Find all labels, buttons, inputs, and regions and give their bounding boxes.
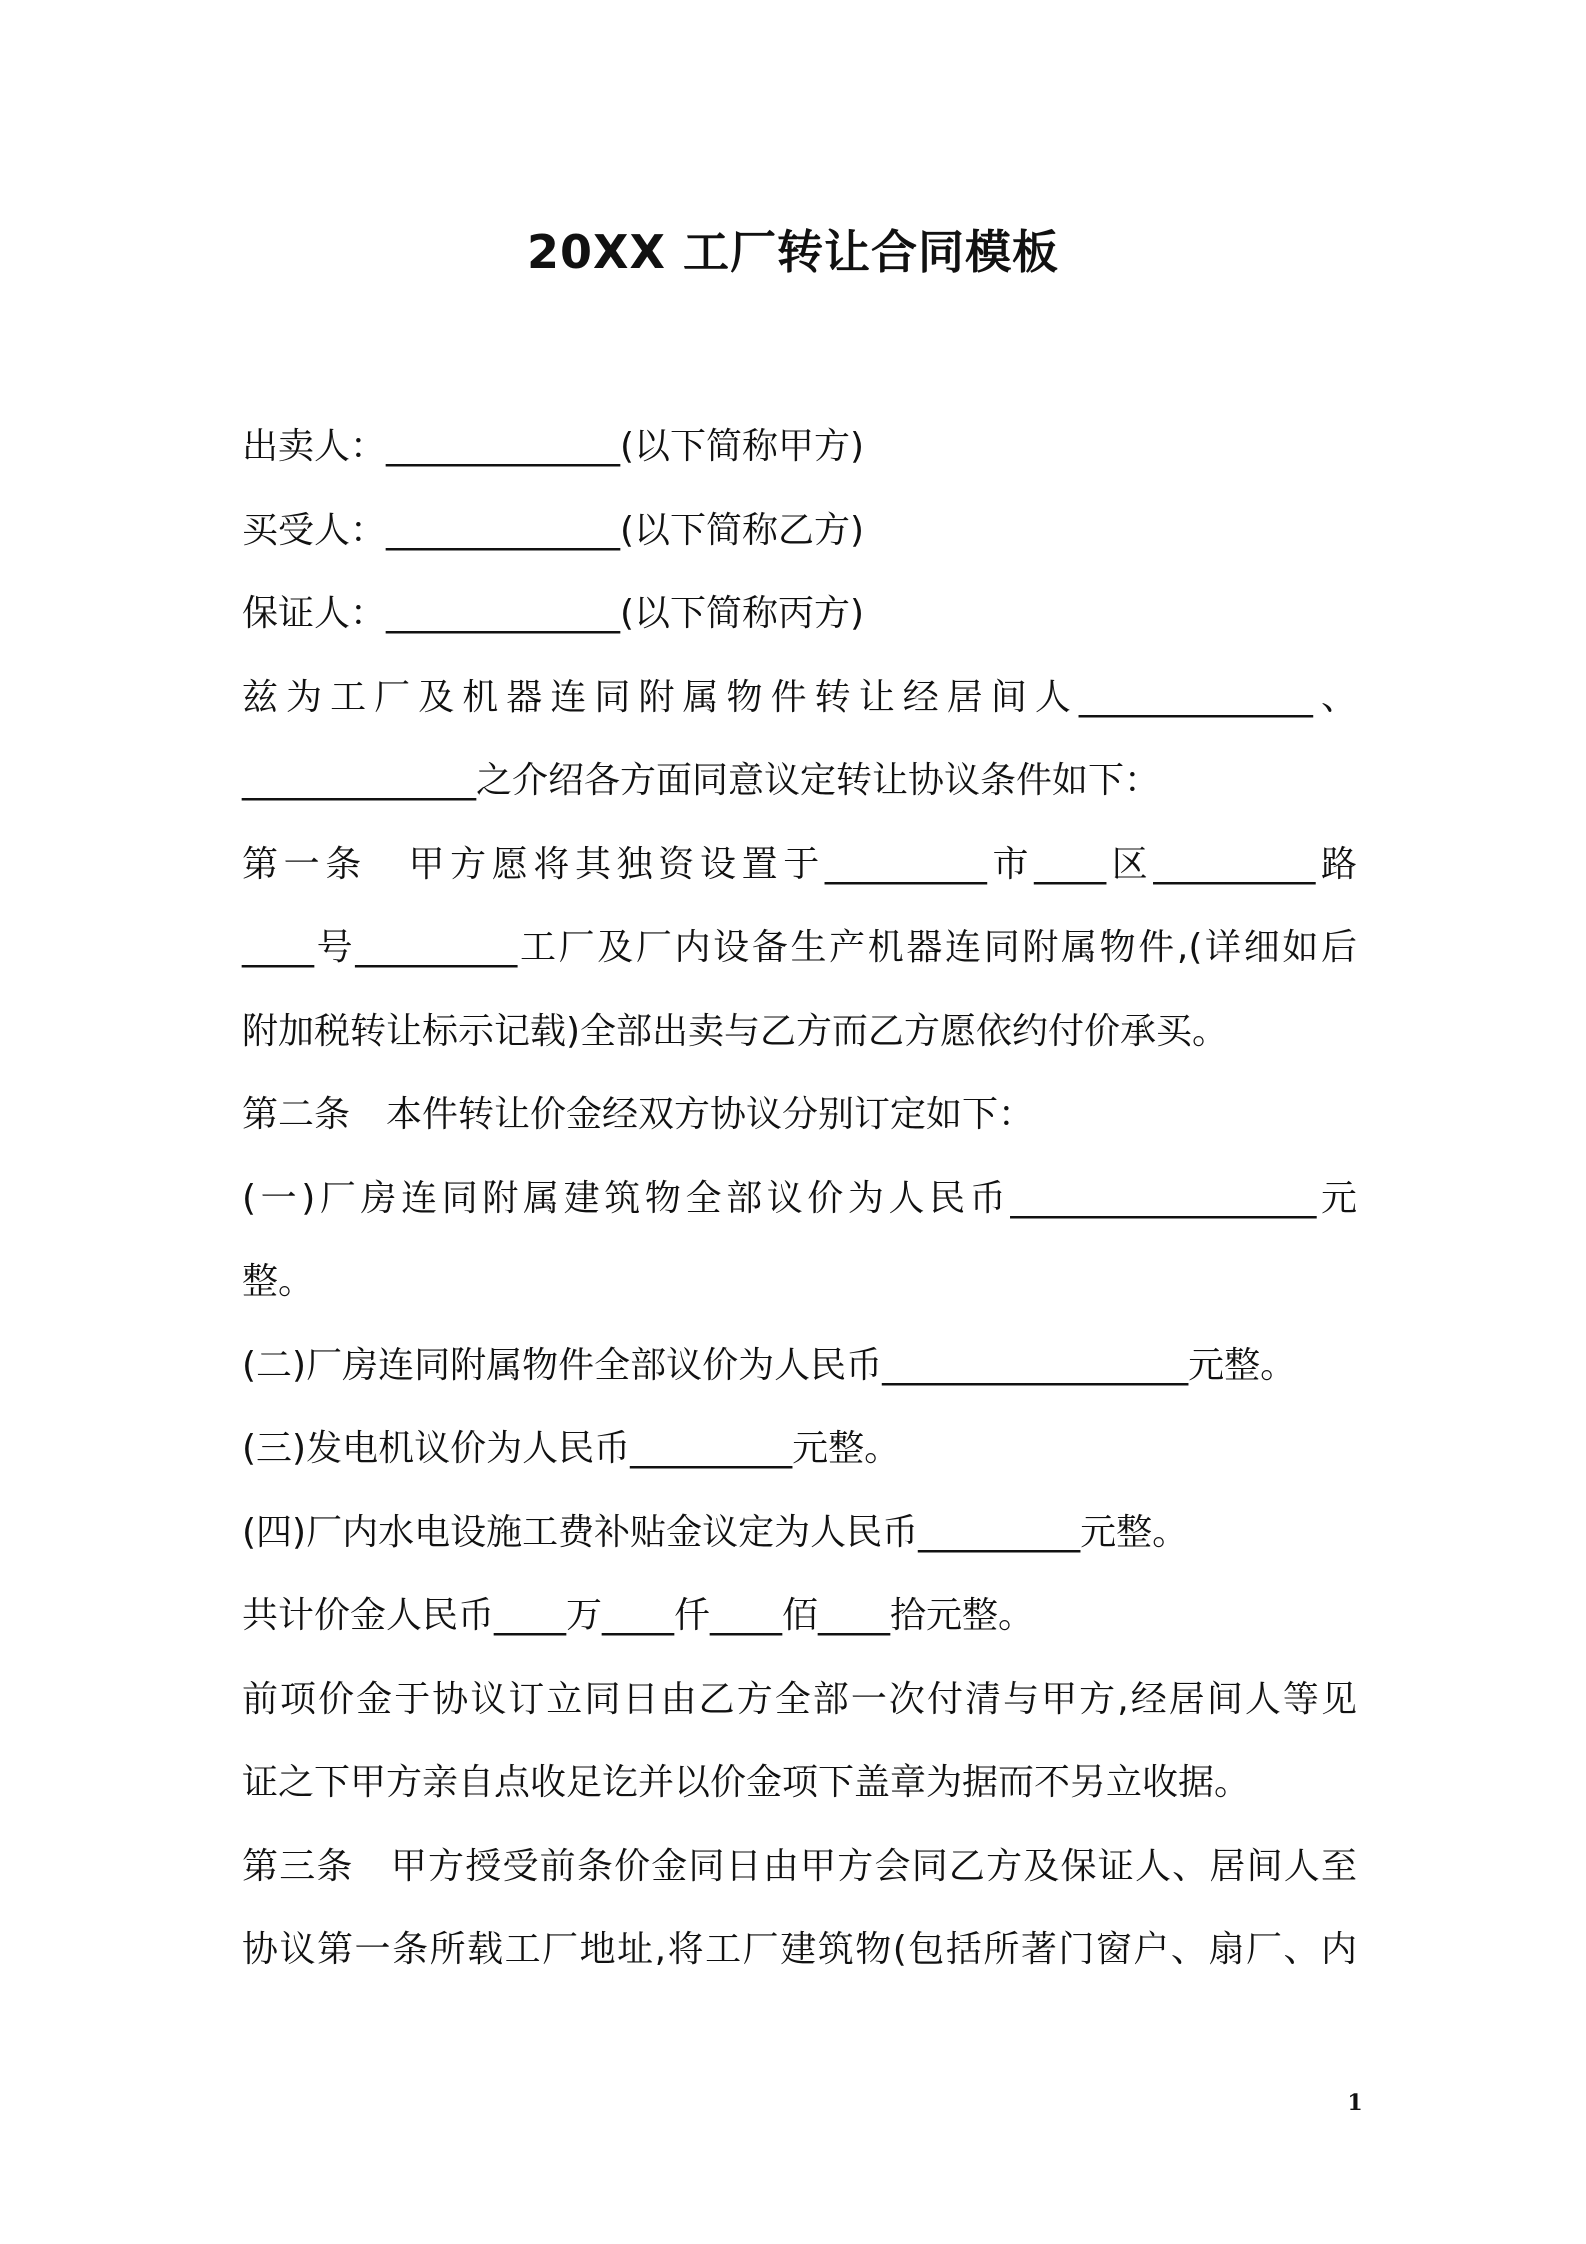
- article-1-line-3: 附加税转让标示记载)全部出卖与乙方而乙方愿依约付价承买。: [242, 1010, 1229, 1052]
- article-2-heading: 第二条 本件转让价金经双方协议分别订定如下：: [242, 1094, 1035, 1135]
- price-item-4: (四)厂内水电设施工费补贴金议定为人民币_________元整。: [242, 1511, 1189, 1553]
- article-3-line-1: 第三条 甲方授受前条价金同日由甲方会同乙方及保证人、居间人至: [242, 1845, 1357, 1887]
- page-number: 1: [1347, 2090, 1363, 2116]
- article-3-line-2: 协议第一条所载工厂地址,将工厂建筑物(包括所著门窗户、扇厂、内: [242, 1929, 1357, 1970]
- price-item-3: (三)发电机议价为人民币_________元整。: [242, 1428, 901, 1469]
- intro-paragraph-line-2: _____________之介绍各方面同意议定转让协议条件如下：: [242, 760, 1161, 801]
- article-1-line-2: ____号_________工厂及厂内设备生产机器连同附属物件,(详细如后: [242, 927, 1357, 968]
- price-item-2: (二)厂房连同附属物件全部议价为人民币_________________元整。: [242, 1344, 1297, 1386]
- article-1-line-1: 第一条 甲方愿将其独资设置于_________市____区_________路: [242, 843, 1357, 885]
- price-item-1-line-2: 整。: [242, 1261, 315, 1302]
- payment-paragraph-line-1: 前项价金于协议订立同日由乙方全部一次付清与甲方,经居间人等见: [242, 1678, 1357, 1720]
- payment-paragraph-line-2: 证之下甲方亲自点收足讫并以价金项下盖章为据而不另立收据。: [242, 1762, 1251, 1803]
- contract-body: [242, 405, 1357, 1992]
- price-item-1-line-1: (一)厂房连同附属建筑物全部议价为人民币_________________元: [242, 1177, 1357, 1219]
- buyer-line: 买受人：_____________(以下简称乙方): [242, 509, 865, 551]
- intro-paragraph-line-1: 兹为工厂及机器连同附属物件转让经居间人_____________、: [242, 676, 1357, 718]
- total-price-line: 共计价金人民币____万____仟____佰____拾元整。: [242, 1595, 1035, 1636]
- guarantor-line: 保证人：_____________(以下简称丙方): [242, 593, 865, 634]
- document-title: 20XX 工厂转让合同模板: [527, 225, 1059, 279]
- seller-line: 出卖人：_____________(以下简称甲方): [242, 426, 865, 467]
